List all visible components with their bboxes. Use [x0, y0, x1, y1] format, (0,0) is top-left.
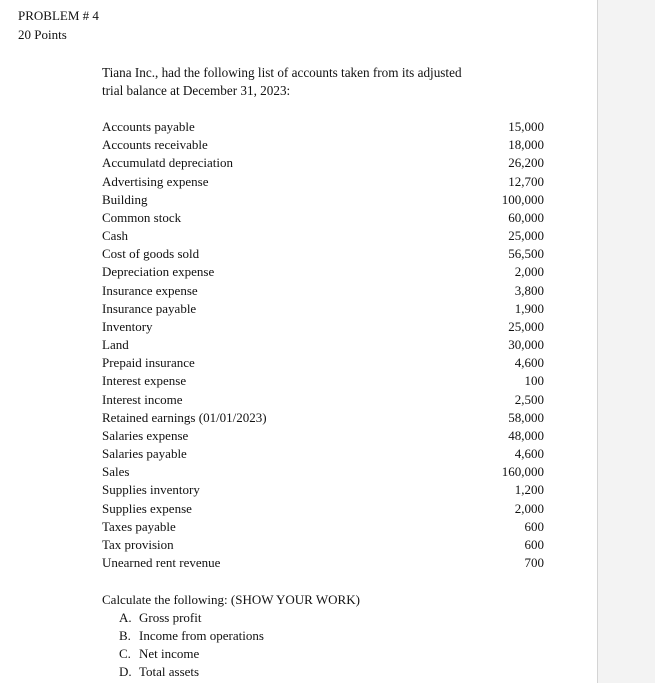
account-row — [102, 481, 544, 499]
account-amount: 100 — [524, 373, 544, 389]
account-amount: 600 — [524, 518, 544, 534]
account-name: Advertising expense — [102, 173, 209, 189]
account-name: Depreciation expense — [102, 264, 215, 280]
account-row — [102, 154, 544, 172]
account-amount: 18,000 — [508, 137, 544, 153]
task-item — [119, 627, 264, 645]
task-item-letter: A. — [119, 610, 132, 625]
intro-paragraph — [102, 64, 522, 100]
account-amount: 58,000 — [508, 409, 544, 425]
task-item — [119, 645, 264, 663]
account-name: Tax provision — [102, 536, 174, 552]
account-amount: 2,500 — [514, 391, 544, 407]
account-row — [102, 354, 544, 372]
account-name: Prepaid insurance — [102, 355, 195, 371]
account-row — [102, 391, 544, 409]
account-amount: 4,600 — [514, 355, 544, 371]
account-row — [102, 227, 544, 245]
intro-line: Tiana Inc., had the following list of accounts taken from its adjusted — [102, 65, 462, 80]
account-name: Interest expense — [102, 373, 187, 389]
task-instruction: Calculate the following: (SHOW YOUR WORK) — [102, 592, 360, 607]
task-item-text: Total assets — [139, 664, 200, 679]
account-amount: 160,000 — [501, 464, 544, 480]
account-row — [102, 263, 544, 281]
account-row — [102, 536, 544, 554]
account-row — [102, 463, 544, 481]
account-row — [102, 282, 544, 300]
account-name: Salaries payable — [102, 446, 187, 462]
account-name: Accounts receivable — [102, 137, 208, 153]
account-name: Supplies inventory — [102, 482, 200, 498]
account-amount: 1,900 — [514, 300, 544, 316]
task-item — [119, 609, 264, 627]
account-amount: 25,000 — [508, 228, 544, 244]
account-amount: 25,000 — [508, 318, 544, 334]
account-name: Sales — [102, 464, 130, 480]
account-row — [102, 518, 544, 536]
account-name: Accounts payable — [102, 119, 195, 134]
account-name: Inventory — [102, 318, 153, 334]
task-item-text: Net income — [139, 646, 200, 661]
account-name: Salaries expense — [102, 427, 189, 443]
account-name: Retained earnings (01/01/2023) — [102, 409, 267, 425]
points-label: 20 Points — [18, 27, 67, 42]
account-name: Accumulatd depreciation — [102, 155, 234, 171]
account-amount: 56,500 — [508, 246, 544, 262]
account-amount: 600 — [524, 536, 544, 552]
account-amount: 2,000 — [514, 264, 544, 280]
account-amount: 26,200 — [508, 155, 544, 171]
task-item-text: Income from operations — [139, 628, 264, 643]
task-items-list — [119, 609, 264, 681]
task-item-letter: C. — [119, 646, 131, 661]
account-amount: 700 — [524, 555, 544, 571]
account-name: Land — [102, 337, 129, 353]
account-amount: 60,000 — [508, 209, 544, 225]
account-name: Taxes payable — [102, 518, 176, 534]
account-row — [102, 136, 544, 154]
task-item-text: Gross profit — [139, 610, 202, 625]
account-name: Building — [102, 191, 148, 207]
account-name: Unearned rent revenue — [102, 555, 221, 571]
account-name: Cash — [102, 228, 128, 244]
account-name: Common stock — [102, 209, 182, 225]
account-name: Cost of goods sold — [102, 246, 200, 262]
account-row — [102, 118, 544, 136]
account-row — [102, 336, 544, 354]
side-gutter — [597, 0, 655, 683]
account-row — [102, 445, 544, 463]
account-row — [102, 245, 544, 263]
accounts-list — [102, 118, 544, 572]
account-row — [102, 427, 544, 445]
account-row — [102, 209, 544, 227]
account-amount: 4,600 — [514, 446, 544, 462]
task-item-letter: D. — [119, 664, 132, 679]
account-amount: 2,000 — [514, 500, 544, 516]
task-item — [119, 663, 264, 681]
account-amount: 30,000 — [508, 337, 544, 353]
account-name: Interest income — [102, 391, 183, 407]
account-amount: 12,700 — [508, 173, 544, 189]
account-amount: 100,000 — [501, 191, 544, 207]
account-row — [102, 372, 544, 390]
problem-title: PROBLEM # 4 — [18, 8, 99, 23]
account-row — [102, 318, 544, 336]
account-row — [102, 554, 544, 572]
account-row — [102, 300, 544, 318]
task-item-letter: B. — [119, 628, 131, 643]
account-amount: 48,000 — [508, 427, 544, 443]
account-name: Insurance expense — [102, 282, 198, 298]
account-name: Insurance payable — [102, 300, 197, 316]
account-amount: 1,200 — [514, 482, 544, 498]
account-amount: 15,000 — [508, 119, 544, 134]
account-row — [102, 500, 544, 518]
account-row — [102, 409, 544, 427]
account-amount: 3,800 — [514, 282, 544, 298]
intro-line: trial balance at December 31, 2023: — [102, 83, 291, 98]
account-row — [102, 191, 544, 209]
account-name: Supplies expense — [102, 500, 192, 516]
account-row — [102, 173, 544, 191]
